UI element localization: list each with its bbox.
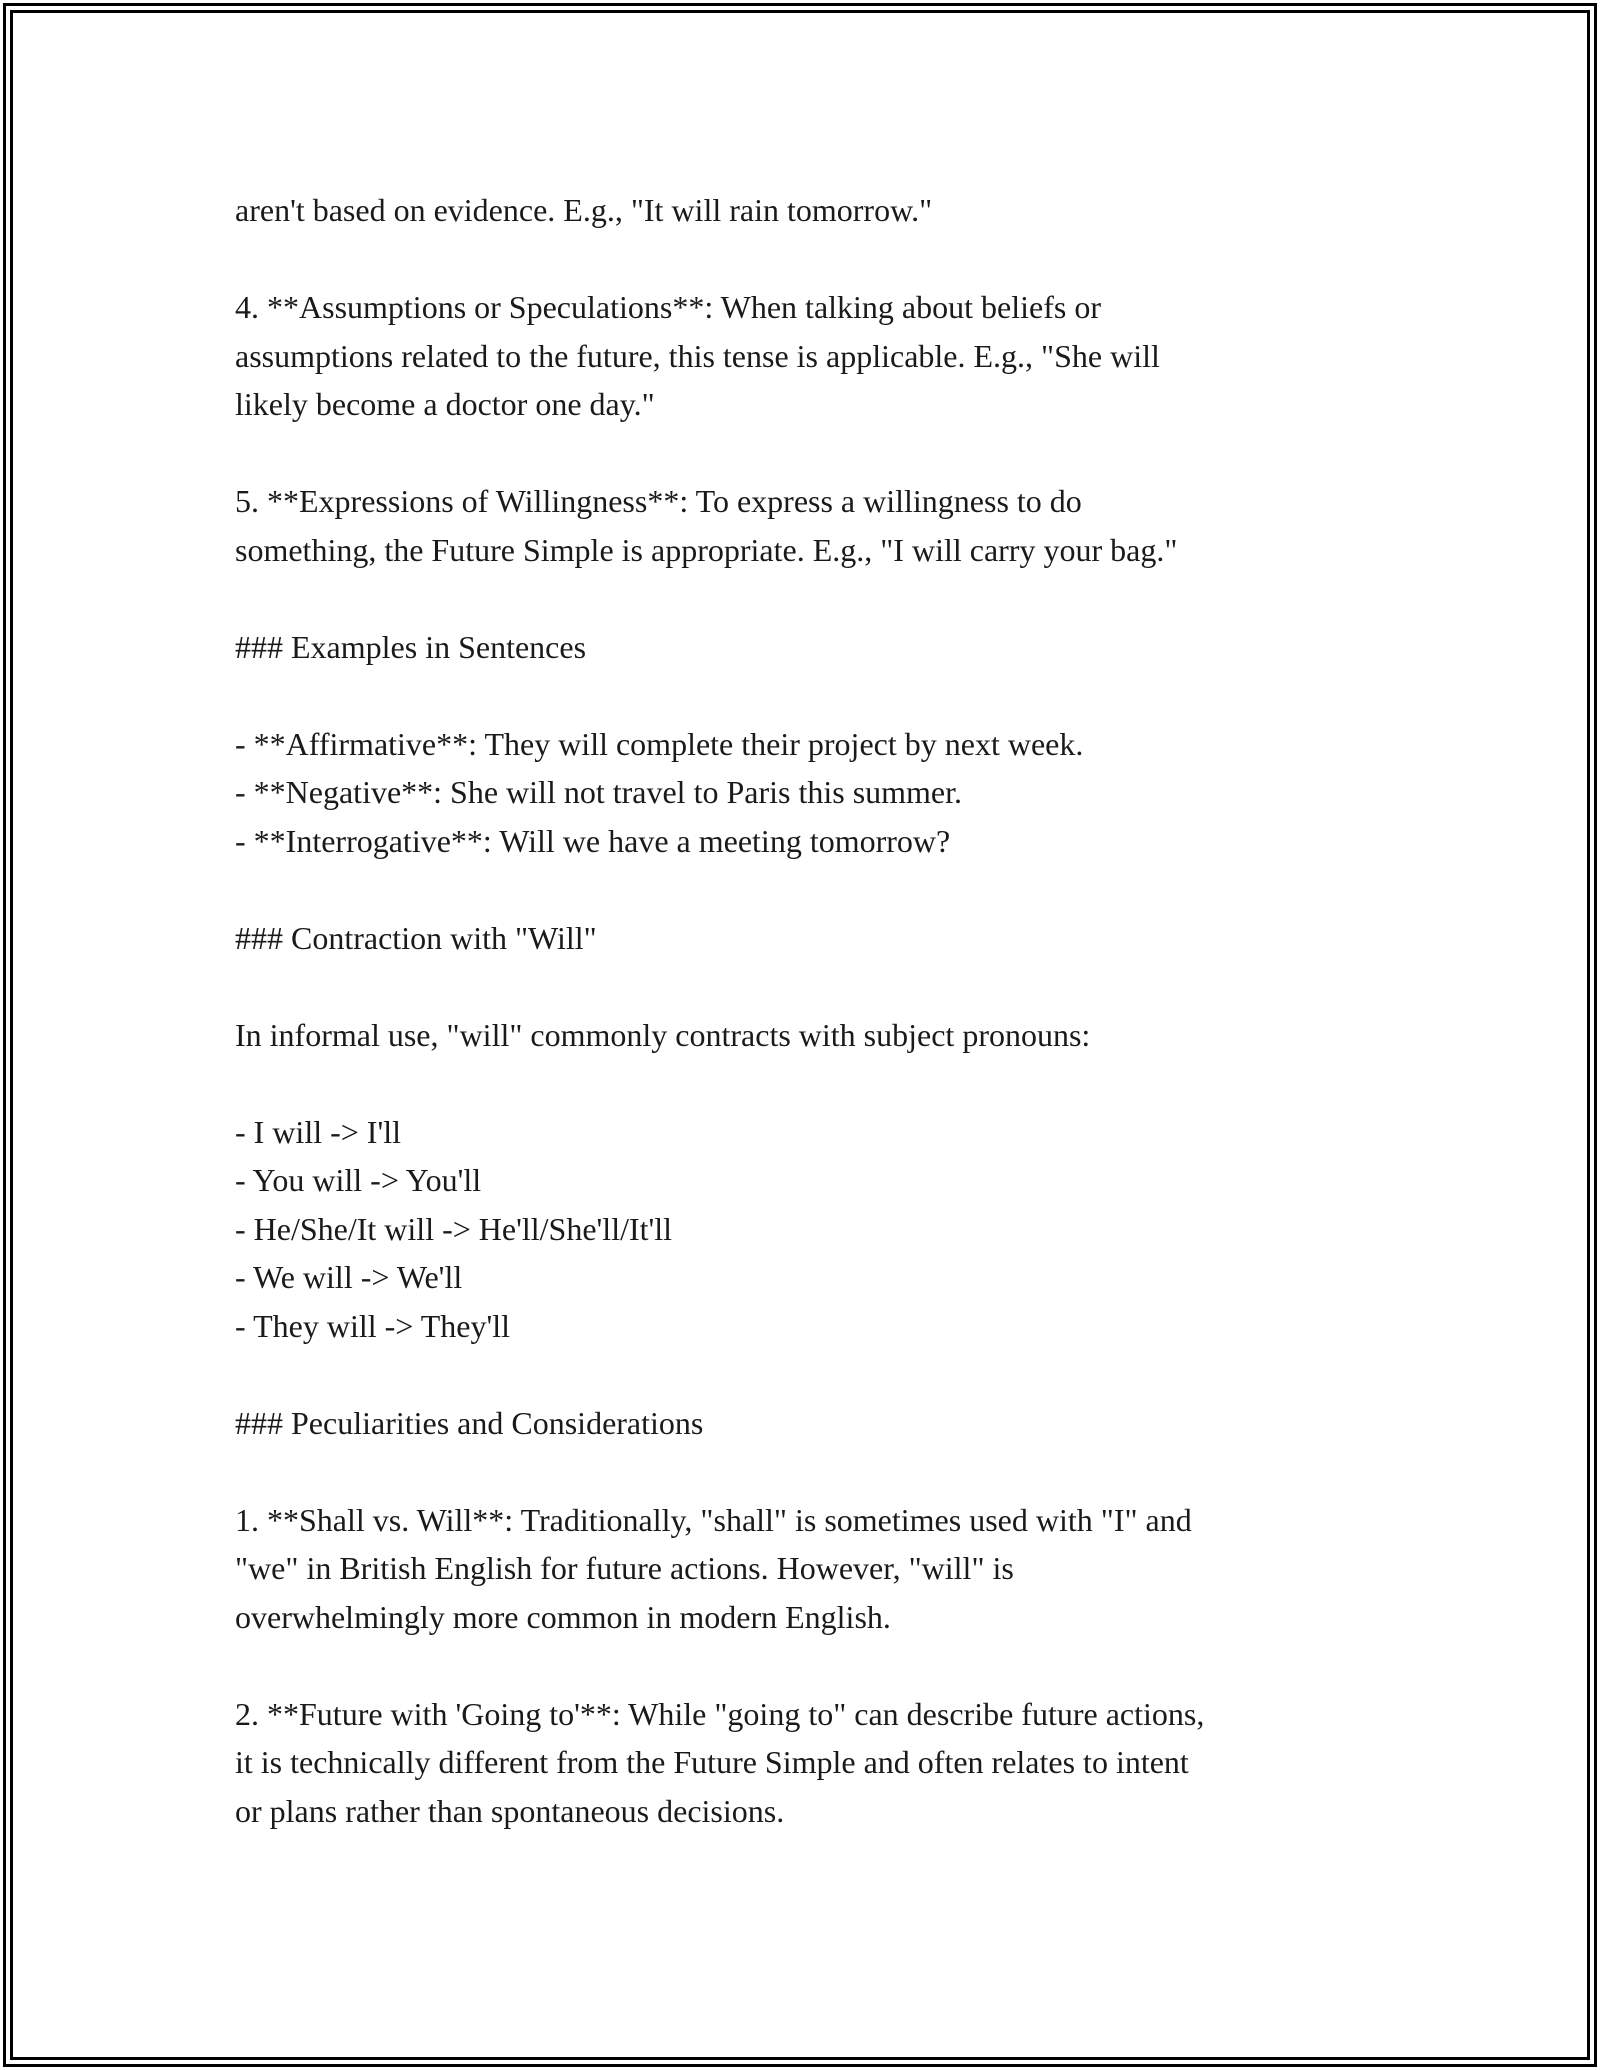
list-item: - **Affirmative**: They will complete their project by next week.	[235, 725, 1084, 762]
text-line: 4. **Assumptions or Speculations**: When talking about beliefs or	[235, 289, 1101, 325]
text-line: "we" in British English for future actions. However, "will" is	[235, 1550, 1014, 1586]
section-heading-examples: ### Examples in Sentences	[235, 628, 587, 665]
list-item: - I will -> I'll	[235, 1113, 401, 1150]
text-line: or plans rather than spontaneous decisions.	[235, 1792, 785, 1829]
text-line: assumptions related to the future, this tense is applicable. E.g., "She will	[235, 337, 1160, 374]
text-line: 1. **Shall vs. Will**: Traditionally, "shall" is sometimes used with "I" and	[235, 1501, 1192, 1538]
blank-line	[235, 865, 1365, 914]
section-heading-contraction: ### Contraction with "Will"	[235, 919, 597, 956]
blank-line	[235, 574, 1365, 623]
document-body	[235, 186, 1365, 1835]
text-line: it is technically different from the Future Simple and often relates to intent	[235, 1744, 1189, 1780]
list-item: - They will -> They'll	[235, 1307, 511, 1344]
list-item: - **Interrogative**: Will we have a meeting tomorrow?	[235, 822, 951, 859]
blank-line	[235, 429, 1365, 478]
section-heading-peculiarities: ### Peculiarities and Considerations	[235, 1404, 704, 1441]
text-line: something, the Future Simple is appropriate. E.g., "I will carry your bag."	[235, 531, 1178, 568]
text-line: overwhelmingly more common in modern English.	[235, 1598, 891, 1635]
list-item: - We will -> We'll	[235, 1259, 463, 1295]
blank-line	[235, 1350, 1365, 1399]
blank-line	[235, 1447, 1365, 1496]
text-line: likely become a doctor one day."	[235, 386, 655, 422]
blank-line	[235, 235, 1365, 284]
text-line: In informal use, "will" commonly contracts with subject pronouns:	[235, 1016, 1091, 1053]
list-item: - He/She/It will -> He'll/She'll/It'll	[235, 1210, 673, 1247]
text-line: aren't based on evidence. E.g., "It will rain tomorrow."	[235, 192, 933, 228]
blank-line	[235, 962, 1365, 1011]
list-item: - You will -> You'll	[235, 1162, 482, 1198]
text-line: 2. **Future with 'Going to'**: While "going to" can describe future actions,	[235, 1695, 1205, 1732]
blank-line	[235, 1641, 1365, 1690]
blank-line	[235, 1059, 1365, 1108]
text-line: 5. **Expressions of Willingness**: To express a willingness to do	[235, 483, 1082, 519]
blank-line	[235, 671, 1365, 720]
list-item: - **Negative**: She will not travel to Paris this summer.	[235, 774, 963, 810]
